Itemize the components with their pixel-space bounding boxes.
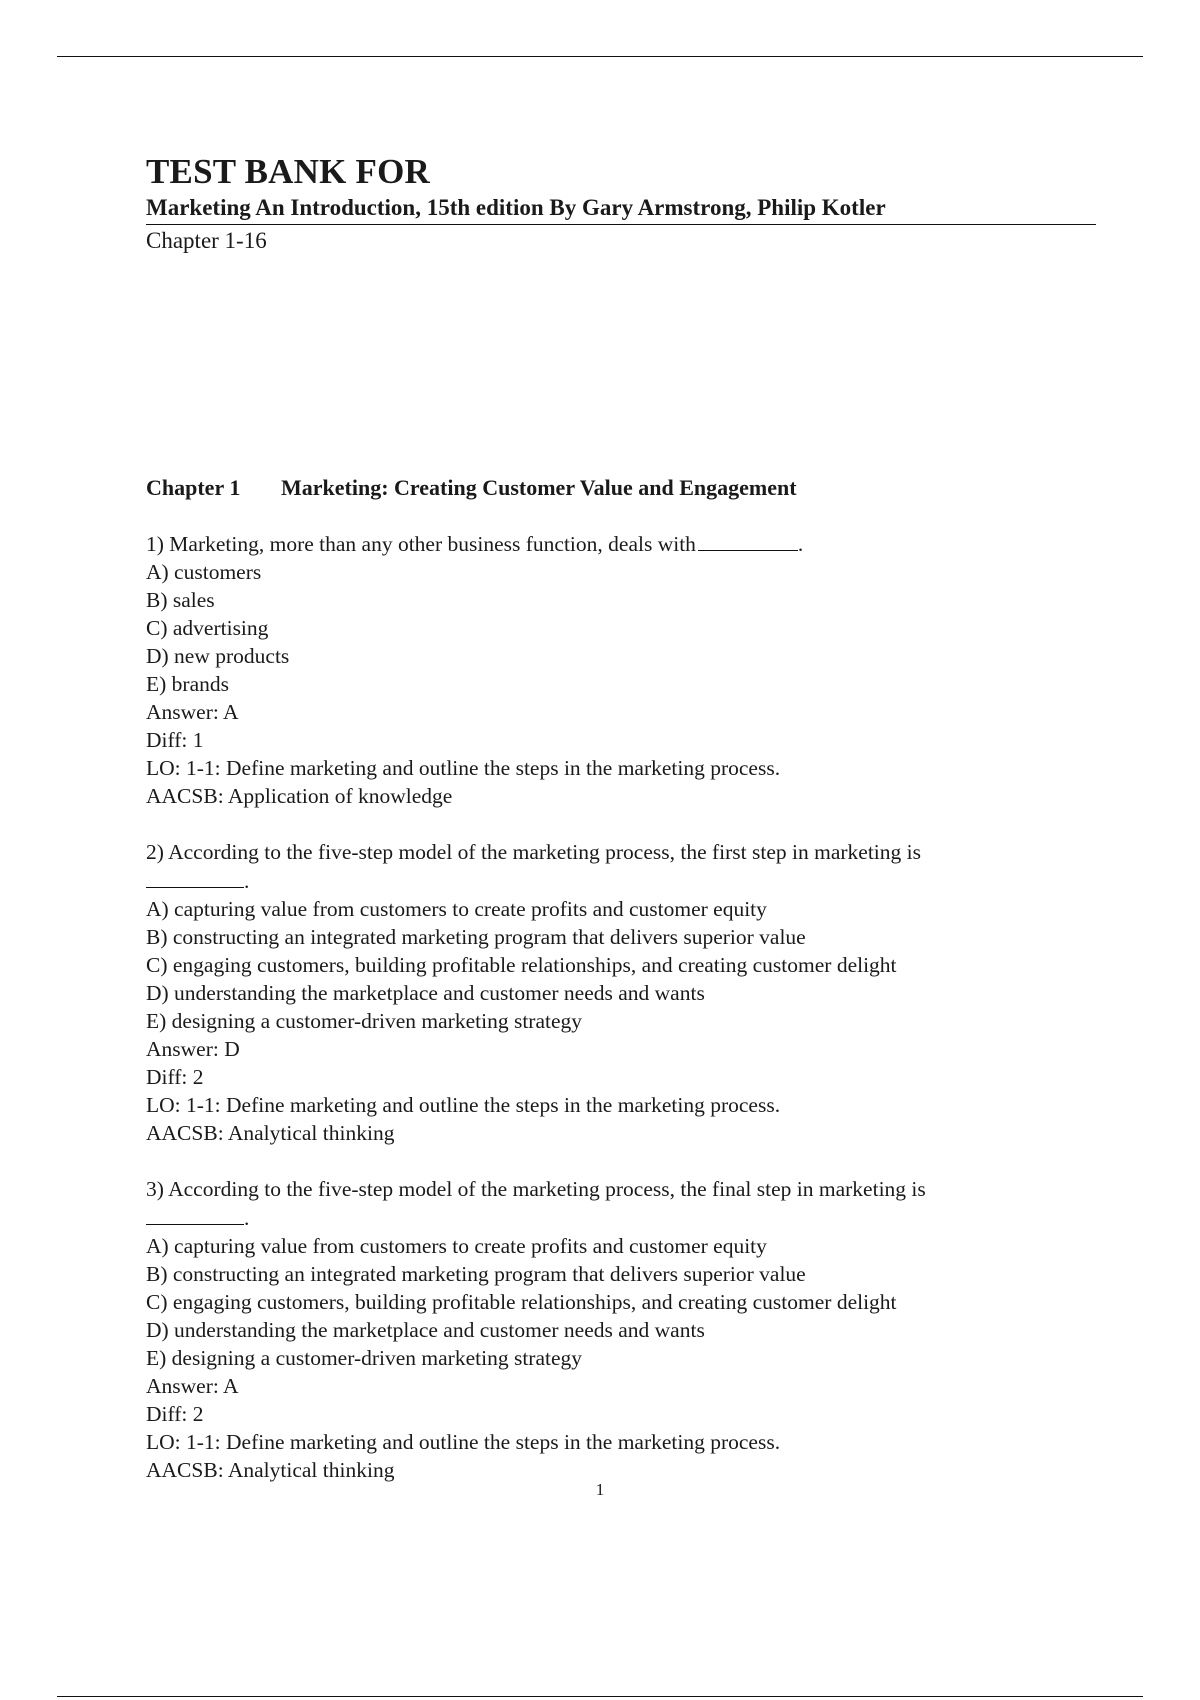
chapter-heading xyxy=(146,474,797,502)
option-a: A) customers xyxy=(146,560,262,584)
aacsb: AACSB: Analytical thinking xyxy=(146,1121,395,1145)
question-list xyxy=(146,529,1096,1512)
option-c: C) engaging customers, building profitable relationships, and creating customer delight xyxy=(146,1290,897,1314)
question-stem xyxy=(146,529,1096,558)
option-e: E) designing a customer-driven marketing strategy xyxy=(146,1346,583,1370)
answer-blank xyxy=(146,866,244,888)
bottom-rule xyxy=(57,1696,1143,1697)
option-d: D) understanding the marketplace and customer needs and wants xyxy=(146,1318,705,1342)
option-c: C) advertising xyxy=(146,616,269,640)
document-subtitle: Marketing An Introduction, 15th edition By Gary Armstrong, Philip Kotler xyxy=(146,192,1096,225)
answer: Answer: D xyxy=(146,1037,240,1061)
answer-blank xyxy=(698,529,798,551)
option-e: E) brands xyxy=(146,672,229,696)
question-stem-text: 1) Marketing, more than any other business function, deals with xyxy=(146,532,696,556)
option-a: A) capturing value from customers to create profits and customer equity xyxy=(146,1234,767,1258)
document-page xyxy=(146,152,1096,1482)
answer-blank xyxy=(146,1203,244,1225)
option-e: E) designing a customer-driven marketing strategy xyxy=(146,1009,583,1033)
page-number: 1 xyxy=(595,1480,605,1499)
option-d: D) new products xyxy=(146,644,290,668)
option-b: B) constructing an integrated marketing program that delivers superior value xyxy=(146,925,806,949)
difficulty: Diff: 1 xyxy=(146,728,204,752)
difficulty: Diff: 2 xyxy=(146,1402,204,1426)
aacsb: AACSB: Analytical thinking xyxy=(146,1458,395,1482)
document-title: TEST BANK FOR xyxy=(146,152,430,191)
question-stem xyxy=(146,1203,1096,1232)
option-a: A) capturing value from customers to create profits and customer equity xyxy=(146,897,767,921)
option-b: B) constructing an integrated marketing program that delivers superior value xyxy=(146,1262,806,1286)
answer: Answer: A xyxy=(146,700,239,724)
chapter-range: Chapter 1-16 xyxy=(146,228,267,253)
question-1 xyxy=(146,529,1096,810)
learning-objective: LO: 1-1: Define marketing and outline the steps in the marketing process. xyxy=(146,1430,781,1454)
question-stem-text: 3) According to the five-step model of the marketing process, the final step in marketing is xyxy=(146,1177,926,1201)
learning-objective: LO: 1-1: Define marketing and outline the steps in the marketing process. xyxy=(146,756,781,780)
option-d: D) understanding the marketplace and customer needs and wants xyxy=(146,981,705,1005)
learning-objective: LO: 1-1: Define marketing and outline the steps in the marketing process. xyxy=(146,1093,781,1117)
question-3 xyxy=(146,1175,1096,1484)
question-stem xyxy=(146,866,1096,895)
question-stem-text: 2) According to the five-step model of the marketing process, the first step in marketing is xyxy=(146,840,921,864)
question-stem-end: . xyxy=(244,869,250,893)
top-rule xyxy=(57,56,1143,57)
option-c: C) engaging customers, building profitable relationships, and creating customer delight xyxy=(146,953,897,977)
question-stem-end: . xyxy=(797,532,804,556)
difficulty: Diff: 2 xyxy=(146,1065,204,1089)
chapter-title: Marketing: Creating Customer Value and Engagement xyxy=(281,475,797,500)
chapter-number: Chapter 1 xyxy=(146,475,241,500)
option-b: B) sales xyxy=(146,588,215,612)
answer: Answer: A xyxy=(146,1374,239,1398)
question-stem-end: . xyxy=(244,1206,250,1230)
question-2 xyxy=(146,838,1096,1147)
aacsb: AACSB: Application of knowledge xyxy=(146,784,453,808)
